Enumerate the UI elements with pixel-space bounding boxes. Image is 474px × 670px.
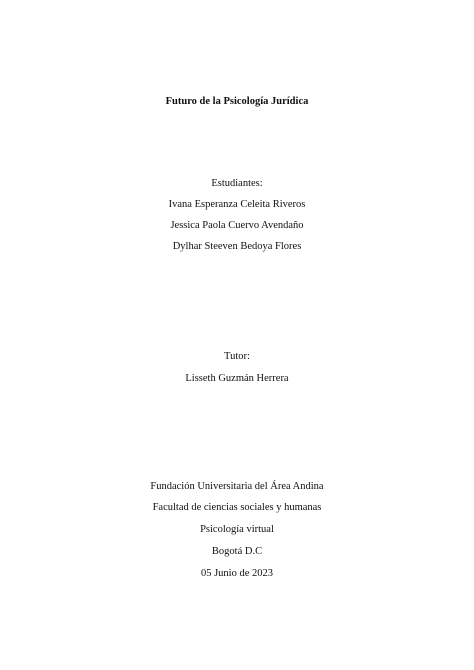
program-name: Psicología virtual [200, 524, 274, 535]
city-name: Bogotá D.C [211, 546, 263, 557]
faculty-name: Facultad de ciencias sociales y humanas [152, 502, 322, 513]
tutor-label: Tutor: [224, 351, 250, 362]
student-name: Jessica Paola Cuervo Avendaño [170, 220, 304, 231]
student-name: Dylhar Steeven Bedoya Flores [172, 241, 302, 252]
students-label: Estudiantes: [211, 178, 263, 189]
student-name: Ivana Esperanza Celeita Riveros [168, 199, 306, 210]
document-title: Futuro de la Psicología Jurídica [165, 96, 309, 107]
tutor-name: Lisseth Guzmán Herrera [185, 373, 289, 384]
document-date: 05 Junio de 2023 [200, 568, 274, 579]
institution-name: Fundación Universitaria del Área Andina [150, 481, 324, 492]
